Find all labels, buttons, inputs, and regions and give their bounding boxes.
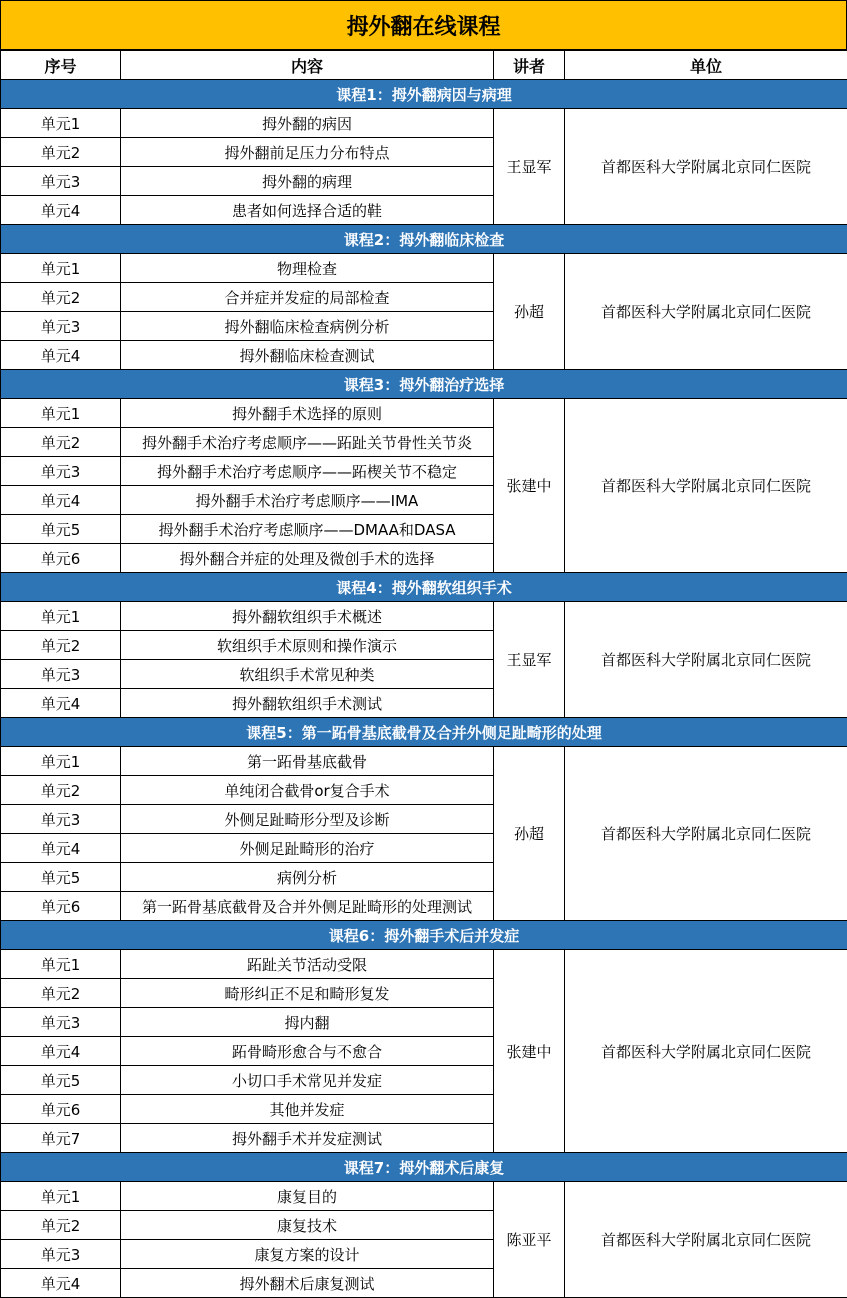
unit-content: 跖趾关节活动受限	[121, 950, 494, 979]
table-row	[1, 950, 847, 979]
organization-name: 首都医科大学附属北京同仁医院	[565, 602, 847, 718]
unit-number: 单元2	[1, 776, 121, 805]
unit-number: 单元1	[1, 1182, 121, 1211]
speaker-name: 王显军	[494, 109, 565, 225]
course-section-row	[1, 1153, 847, 1182]
course-title: 课程5：第一跖骨基底截骨及合并外侧足趾畸形的处理	[1, 718, 847, 747]
header-no: 序号	[1, 51, 121, 80]
unit-number: 单元1	[1, 109, 121, 138]
speaker-name: 张建中	[494, 399, 565, 573]
speaker-name: 陈亚平	[494, 1182, 565, 1298]
unit-content: 拇外翻的病因	[121, 109, 494, 138]
unit-number: 单元6	[1, 892, 121, 921]
page-title: 拇外翻在线课程	[0, 0, 847, 50]
unit-number: 单元3	[1, 1008, 121, 1037]
course-title: 课程4：拇外翻软组织手术	[1, 573, 847, 602]
unit-number: 单元1	[1, 602, 121, 631]
unit-number: 单元4	[1, 1037, 121, 1066]
unit-content: 第一跖骨基底截骨及合并外侧足趾畸形的处理测试	[121, 892, 494, 921]
unit-content: 拇内翻	[121, 1008, 494, 1037]
unit-number: 单元2	[1, 631, 121, 660]
course-section-row	[1, 225, 847, 254]
unit-content: 第一跖骨基底截骨	[121, 747, 494, 776]
unit-content: 软组织手术常见种类	[121, 660, 494, 689]
unit-content: 外侧足趾畸形分型及诊断	[121, 805, 494, 834]
table-row	[1, 1182, 847, 1211]
header-speaker: 讲者	[494, 51, 565, 80]
unit-number: 单元3	[1, 312, 121, 341]
speaker-name: 孙超	[494, 747, 565, 921]
unit-content: 康复目的	[121, 1182, 494, 1211]
unit-content: 拇外翻前足压力分布特点	[121, 138, 494, 167]
unit-number: 单元3	[1, 1240, 121, 1269]
course-title: 课程3：拇外翻治疗选择	[1, 370, 847, 399]
speaker-name: 孙超	[494, 254, 565, 370]
unit-content: 拇外翻软组织手术概述	[121, 602, 494, 631]
unit-content: 拇外翻临床检查病例分析	[121, 312, 494, 341]
table-row	[1, 109, 847, 138]
unit-content: 康复技术	[121, 1211, 494, 1240]
unit-number: 单元4	[1, 1269, 121, 1298]
unit-content: 物理检查	[121, 254, 494, 283]
unit-number: 单元4	[1, 196, 121, 225]
table-row	[1, 254, 847, 283]
unit-number: 单元1	[1, 254, 121, 283]
unit-content: 拇外翻手术治疗考虑顺序——DMAA和DASA	[121, 515, 494, 544]
unit-content: 软组织手术原则和操作演示	[121, 631, 494, 660]
unit-number: 单元1	[1, 399, 121, 428]
header-org: 单位	[565, 51, 847, 80]
organization-name: 首都医科大学附属北京同仁医院	[565, 399, 847, 573]
table-row	[1, 602, 847, 631]
unit-content: 拇外翻手术治疗考虑顺序——IMA	[121, 486, 494, 515]
header-content: 内容	[121, 51, 494, 80]
course-title: 课程7：拇外翻术后康复	[1, 1153, 847, 1182]
unit-content: 单纯闭合截骨or复合手术	[121, 776, 494, 805]
unit-content: 拇外翻合并症的处理及微创手术的选择	[121, 544, 494, 573]
unit-content: 拇外翻术后康复测试	[121, 1269, 494, 1298]
course-title: 课程6：拇外翻手术后并发症	[1, 921, 847, 950]
course-body	[1, 80, 847, 1298]
course-table	[0, 50, 847, 1298]
unit-number: 单元6	[1, 544, 121, 573]
course-section-row	[1, 921, 847, 950]
unit-number: 单元3	[1, 167, 121, 196]
unit-number: 单元4	[1, 341, 121, 370]
unit-content: 其他并发症	[121, 1095, 494, 1124]
unit-content: 拇外翻手术治疗考虑顺序——跖楔关节不稳定	[121, 457, 494, 486]
unit-content: 康复方案的设计	[121, 1240, 494, 1269]
unit-content: 拇外翻的病理	[121, 167, 494, 196]
organization-name: 首都医科大学附属北京同仁医院	[565, 950, 847, 1153]
unit-number: 单元3	[1, 457, 121, 486]
unit-number: 单元2	[1, 138, 121, 167]
unit-content: 拇外翻手术治疗考虑顺序——跖趾关节骨性关节炎	[121, 428, 494, 457]
unit-number: 单元1	[1, 747, 121, 776]
course-title: 课程1：拇外翻病因与病理	[1, 80, 847, 109]
course-section-row	[1, 80, 847, 109]
unit-number: 单元4	[1, 834, 121, 863]
organization-name: 首都医科大学附属北京同仁医院	[565, 1182, 847, 1298]
organization-name: 首都医科大学附属北京同仁医院	[565, 109, 847, 225]
speaker-name: 王显军	[494, 602, 565, 718]
table-row	[1, 399, 847, 428]
header-row	[1, 51, 847, 80]
unit-content: 患者如何选择合适的鞋	[121, 196, 494, 225]
unit-number: 单元2	[1, 979, 121, 1008]
unit-number: 单元6	[1, 1095, 121, 1124]
unit-number: 单元4	[1, 689, 121, 718]
unit-number: 单元3	[1, 805, 121, 834]
unit-number: 单元5	[1, 515, 121, 544]
unit-number: 单元3	[1, 660, 121, 689]
unit-content: 拇外翻手术并发症测试	[121, 1124, 494, 1153]
unit-number: 单元7	[1, 1124, 121, 1153]
unit-number: 单元4	[1, 486, 121, 515]
unit-content: 拇外翻临床检查测试	[121, 341, 494, 370]
table-row	[1, 747, 847, 776]
course-title: 课程2：拇外翻临床检查	[1, 225, 847, 254]
unit-number: 单元1	[1, 950, 121, 979]
unit-content: 合并症并发症的局部检查	[121, 283, 494, 312]
unit-content: 拇外翻软组织手术测试	[121, 689, 494, 718]
course-section-row	[1, 573, 847, 602]
unit-content: 畸形纠正不足和畸形复发	[121, 979, 494, 1008]
unit-content: 外侧足趾畸形的治疗	[121, 834, 494, 863]
unit-number: 单元5	[1, 1066, 121, 1095]
course-section-row	[1, 370, 847, 399]
unit-number: 单元2	[1, 1211, 121, 1240]
speaker-name: 张建中	[494, 950, 565, 1153]
unit-content: 病例分析	[121, 863, 494, 892]
organization-name: 首都医科大学附属北京同仁医院	[565, 747, 847, 921]
unit-content: 小切口手术常见并发症	[121, 1066, 494, 1095]
course-section-row	[1, 718, 847, 747]
unit-number: 单元2	[1, 283, 121, 312]
organization-name: 首都医科大学附属北京同仁医院	[565, 254, 847, 370]
unit-content: 跖骨畸形愈合与不愈合	[121, 1037, 494, 1066]
unit-number: 单元5	[1, 863, 121, 892]
unit-number: 单元2	[1, 428, 121, 457]
unit-content: 拇外翻手术选择的原则	[121, 399, 494, 428]
